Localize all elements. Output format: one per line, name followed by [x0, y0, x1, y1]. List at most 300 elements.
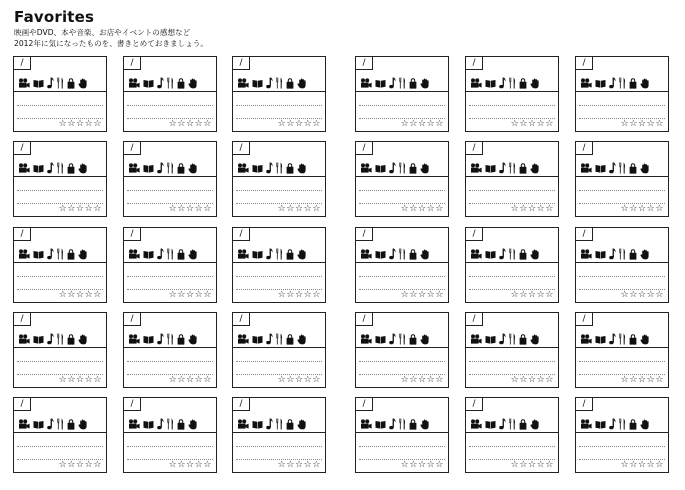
music-note-icon[interactable] — [499, 418, 506, 430]
date-box[interactable]: / — [356, 142, 373, 155]
star-icon[interactable]: ☆ — [536, 460, 546, 470]
star-icon[interactable]: ☆ — [620, 290, 630, 300]
book-icon[interactable] — [252, 250, 263, 259]
star-icon[interactable]: ☆ — [312, 375, 321, 385]
fork-knife-icon[interactable] — [509, 418, 516, 430]
fork-knife-icon[interactable] — [276, 248, 283, 260]
star-icon[interactable]: ☆ — [435, 119, 444, 129]
shopping-bag-icon[interactable] — [629, 334, 637, 345]
star-icon[interactable]: ☆ — [194, 375, 204, 385]
fork-knife-icon[interactable] — [57, 248, 64, 260]
star-icon[interactable]: ☆ — [93, 460, 102, 470]
music-note-icon[interactable] — [266, 162, 273, 174]
movie-camera-icon[interactable] — [360, 419, 372, 429]
writing-line[interactable] — [236, 105, 322, 106]
star-icon[interactable]: ☆ — [177, 290, 186, 300]
movie-camera-icon[interactable] — [237, 78, 249, 88]
hand-icon[interactable] — [420, 419, 430, 430]
movie-camera-icon[interactable] — [237, 249, 249, 259]
shopping-bag-icon[interactable] — [177, 334, 185, 345]
fork-knife-icon[interactable] — [57, 418, 64, 430]
shopping-bag-icon[interactable] — [177, 163, 185, 174]
shopping-bag-icon[interactable] — [286, 249, 294, 260]
date-box[interactable]: / — [356, 313, 373, 326]
star-icon[interactable]: ☆ — [75, 460, 85, 470]
movie-camera-icon[interactable] — [470, 249, 482, 259]
hand-icon[interactable] — [297, 249, 307, 260]
date-box[interactable]: / — [124, 142, 141, 155]
fork-knife-icon[interactable] — [57, 162, 64, 174]
star-icon[interactable]: ☆ — [426, 204, 436, 214]
star-icon[interactable]: ☆ — [294, 460, 304, 470]
movie-camera-icon[interactable] — [580, 163, 592, 173]
book-icon[interactable] — [252, 335, 263, 344]
date-box[interactable]: / — [124, 398, 141, 411]
star-icon[interactable]: ☆ — [510, 204, 520, 214]
music-note-icon[interactable] — [609, 418, 616, 430]
music-note-icon[interactable] — [389, 333, 396, 345]
book-icon[interactable] — [485, 164, 496, 173]
music-note-icon[interactable] — [157, 418, 164, 430]
book-icon[interactable] — [252, 420, 263, 429]
fork-knife-icon[interactable] — [276, 162, 283, 174]
fork-knife-icon[interactable] — [167, 248, 174, 260]
writing-line[interactable] — [579, 190, 665, 191]
shopping-bag-icon[interactable] — [409, 163, 417, 174]
hand-icon[interactable] — [78, 78, 88, 89]
movie-camera-icon[interactable] — [360, 334, 372, 344]
hand-icon[interactable] — [420, 163, 430, 174]
book-icon[interactable] — [595, 164, 606, 173]
date-box[interactable]: / — [466, 142, 483, 155]
star-icon[interactable]: ☆ — [435, 204, 444, 214]
date-box[interactable]: / — [124, 313, 141, 326]
star-icon[interactable]: ☆ — [637, 460, 647, 470]
star-icon[interactable]: ☆ — [303, 119, 313, 129]
star-icon[interactable]: ☆ — [655, 460, 664, 470]
hand-icon[interactable] — [188, 249, 198, 260]
writing-line[interactable] — [17, 190, 103, 191]
book-icon[interactable] — [33, 335, 44, 344]
movie-camera-icon[interactable] — [128, 249, 140, 259]
music-note-icon[interactable] — [389, 77, 396, 89]
writing-line[interactable] — [127, 276, 213, 277]
fork-knife-icon[interactable] — [399, 418, 406, 430]
star-icon[interactable]: ☆ — [620, 204, 630, 214]
shopping-bag-icon[interactable] — [67, 249, 75, 260]
shopping-bag-icon[interactable] — [629, 78, 637, 89]
movie-camera-icon[interactable] — [128, 334, 140, 344]
star-icon[interactable]: ☆ — [312, 460, 321, 470]
star-icon[interactable]: ☆ — [312, 204, 321, 214]
star-icon[interactable]: ☆ — [203, 204, 212, 214]
book-icon[interactable] — [143, 164, 154, 173]
star-icon[interactable]: ☆ — [303, 204, 313, 214]
star-icon[interactable]: ☆ — [400, 375, 410, 385]
writing-line[interactable] — [236, 446, 322, 447]
movie-camera-icon[interactable] — [128, 78, 140, 88]
star-icon[interactable]: ☆ — [417, 375, 427, 385]
star-icon[interactable]: ☆ — [426, 460, 436, 470]
star-icon[interactable]: ☆ — [177, 119, 186, 129]
writing-line[interactable] — [469, 190, 555, 191]
writing-line[interactable] — [127, 105, 213, 106]
date-box[interactable]: / — [356, 228, 373, 241]
star-icon[interactable]: ☆ — [409, 375, 418, 385]
star-icon[interactable]: ☆ — [286, 119, 295, 129]
date-box[interactable]: / — [356, 398, 373, 411]
date-box[interactable]: / — [233, 142, 250, 155]
star-icon[interactable]: ☆ — [409, 290, 418, 300]
star-icon[interactable]: ☆ — [400, 290, 410, 300]
book-icon[interactable] — [595, 335, 606, 344]
shopping-bag-icon[interactable] — [519, 163, 527, 174]
star-icon[interactable]: ☆ — [67, 119, 76, 129]
date-box[interactable]: / — [14, 57, 31, 70]
star-icon[interactable]: ☆ — [536, 290, 546, 300]
music-note-icon[interactable] — [157, 77, 164, 89]
movie-camera-icon[interactable] — [128, 163, 140, 173]
music-note-icon[interactable] — [266, 333, 273, 345]
hand-icon[interactable] — [78, 249, 88, 260]
music-note-icon[interactable] — [499, 162, 506, 174]
fork-knife-icon[interactable] — [167, 162, 174, 174]
music-note-icon[interactable] — [266, 418, 273, 430]
shopping-bag-icon[interactable] — [629, 249, 637, 260]
star-icon[interactable]: ☆ — [93, 119, 102, 129]
star-icon[interactable]: ☆ — [510, 460, 520, 470]
star-icon[interactable]: ☆ — [277, 204, 287, 214]
star-icon[interactable]: ☆ — [637, 290, 647, 300]
movie-camera-icon[interactable] — [18, 163, 30, 173]
star-icon[interactable]: ☆ — [536, 375, 546, 385]
hand-icon[interactable] — [640, 334, 650, 345]
music-note-icon[interactable] — [157, 333, 164, 345]
writing-line[interactable] — [359, 276, 445, 277]
fork-knife-icon[interactable] — [399, 333, 406, 345]
writing-line[interactable] — [579, 105, 665, 106]
fork-knife-icon[interactable] — [619, 248, 626, 260]
hand-icon[interactable] — [78, 419, 88, 430]
star-icon[interactable]: ☆ — [168, 460, 178, 470]
star-icon[interactable]: ☆ — [277, 375, 287, 385]
writing-line[interactable] — [236, 276, 322, 277]
fork-knife-icon[interactable] — [619, 418, 626, 430]
star-icon[interactable]: ☆ — [84, 204, 94, 214]
movie-camera-icon[interactable] — [18, 249, 30, 259]
star-icon[interactable]: ☆ — [527, 290, 537, 300]
star-icon[interactable]: ☆ — [75, 119, 85, 129]
star-icon[interactable]: ☆ — [303, 375, 313, 385]
shopping-bag-icon[interactable] — [67, 163, 75, 174]
shopping-bag-icon[interactable] — [286, 419, 294, 430]
star-icon[interactable]: ☆ — [545, 290, 554, 300]
music-note-icon[interactable] — [47, 418, 54, 430]
movie-camera-icon[interactable] — [580, 249, 592, 259]
date-box[interactable]: / — [356, 57, 373, 70]
star-icon[interactable]: ☆ — [312, 119, 321, 129]
music-note-icon[interactable] — [389, 248, 396, 260]
music-note-icon[interactable] — [47, 77, 54, 89]
date-box[interactable]: / — [576, 313, 593, 326]
fork-knife-icon[interactable] — [167, 418, 174, 430]
star-icon[interactable]: ☆ — [294, 204, 304, 214]
hand-icon[interactable] — [530, 334, 540, 345]
fork-knife-icon[interactable] — [399, 248, 406, 260]
star-icon[interactable]: ☆ — [409, 204, 418, 214]
writing-line[interactable] — [579, 361, 665, 362]
star-icon[interactable]: ☆ — [510, 375, 520, 385]
hand-icon[interactable] — [640, 419, 650, 430]
shopping-bag-icon[interactable] — [409, 334, 417, 345]
star-icon[interactable]: ☆ — [75, 290, 85, 300]
book-icon[interactable] — [143, 79, 154, 88]
music-note-icon[interactable] — [609, 162, 616, 174]
book-icon[interactable] — [595, 250, 606, 259]
star-icon[interactable]: ☆ — [84, 119, 94, 129]
movie-camera-icon[interactable] — [237, 419, 249, 429]
book-icon[interactable] — [375, 250, 386, 259]
music-note-icon[interactable] — [499, 248, 506, 260]
star-icon[interactable]: ☆ — [655, 119, 664, 129]
star-icon[interactable]: ☆ — [620, 119, 630, 129]
music-note-icon[interactable] — [609, 248, 616, 260]
book-icon[interactable] — [485, 420, 496, 429]
star-icon[interactable]: ☆ — [620, 460, 630, 470]
movie-camera-icon[interactable] — [580, 334, 592, 344]
book-icon[interactable] — [595, 79, 606, 88]
shopping-bag-icon[interactable] — [629, 419, 637, 430]
date-box[interactable]: / — [233, 228, 250, 241]
writing-line[interactable] — [469, 446, 555, 447]
movie-camera-icon[interactable] — [128, 419, 140, 429]
writing-line[interactable] — [17, 361, 103, 362]
writing-line[interactable] — [127, 361, 213, 362]
star-icon[interactable]: ☆ — [194, 119, 204, 129]
date-box[interactable]: / — [576, 57, 593, 70]
star-icon[interactable]: ☆ — [67, 204, 76, 214]
star-icon[interactable]: ☆ — [510, 290, 520, 300]
star-icon[interactable]: ☆ — [527, 460, 537, 470]
hand-icon[interactable] — [188, 163, 198, 174]
star-icon[interactable]: ☆ — [545, 460, 554, 470]
movie-camera-icon[interactable] — [237, 334, 249, 344]
star-icon[interactable]: ☆ — [409, 119, 418, 129]
shopping-bag-icon[interactable] — [177, 78, 185, 89]
fork-knife-icon[interactable] — [57, 77, 64, 89]
shopping-bag-icon[interactable] — [67, 419, 75, 430]
hand-icon[interactable] — [530, 78, 540, 89]
hand-icon[interactable] — [188, 334, 198, 345]
star-icon[interactable]: ☆ — [426, 119, 436, 129]
star-icon[interactable]: ☆ — [519, 204, 528, 214]
star-icon[interactable]: ☆ — [637, 204, 647, 214]
music-note-icon[interactable] — [47, 248, 54, 260]
star-icon[interactable]: ☆ — [168, 375, 178, 385]
movie-camera-icon[interactable] — [470, 419, 482, 429]
fork-knife-icon[interactable] — [509, 162, 516, 174]
star-icon[interactable]: ☆ — [194, 290, 204, 300]
writing-line[interactable] — [469, 276, 555, 277]
star-icon[interactable]: ☆ — [417, 460, 427, 470]
shopping-bag-icon[interactable] — [519, 334, 527, 345]
star-icon[interactable]: ☆ — [646, 290, 656, 300]
book-icon[interactable] — [143, 420, 154, 429]
movie-camera-icon[interactable] — [18, 334, 30, 344]
writing-line[interactable] — [127, 446, 213, 447]
star-icon[interactable]: ☆ — [312, 290, 321, 300]
star-icon[interactable]: ☆ — [84, 460, 94, 470]
star-icon[interactable]: ☆ — [545, 119, 554, 129]
hand-icon[interactable] — [640, 249, 650, 260]
star-icon[interactable]: ☆ — [277, 460, 287, 470]
star-icon[interactable]: ☆ — [58, 460, 68, 470]
fork-knife-icon[interactable] — [399, 162, 406, 174]
star-icon[interactable]: ☆ — [646, 204, 656, 214]
music-note-icon[interactable] — [47, 162, 54, 174]
date-box[interactable]: / — [466, 228, 483, 241]
hand-icon[interactable] — [297, 78, 307, 89]
book-icon[interactable] — [33, 250, 44, 259]
star-icon[interactable]: ☆ — [620, 375, 630, 385]
hand-icon[interactable] — [530, 419, 540, 430]
star-icon[interactable]: ☆ — [655, 375, 664, 385]
star-icon[interactable]: ☆ — [177, 375, 186, 385]
date-box[interactable]: / — [576, 142, 593, 155]
star-icon[interactable]: ☆ — [545, 204, 554, 214]
book-icon[interactable] — [375, 335, 386, 344]
star-icon[interactable]: ☆ — [519, 460, 528, 470]
star-icon[interactable]: ☆ — [185, 460, 195, 470]
star-icon[interactable]: ☆ — [426, 290, 436, 300]
book-icon[interactable] — [33, 420, 44, 429]
fork-knife-icon[interactable] — [167, 333, 174, 345]
writing-line[interactable] — [236, 190, 322, 191]
star-icon[interactable]: ☆ — [303, 460, 313, 470]
date-box[interactable]: / — [233, 313, 250, 326]
fork-knife-icon[interactable] — [509, 77, 516, 89]
star-icon[interactable]: ☆ — [58, 119, 68, 129]
hand-icon[interactable] — [420, 249, 430, 260]
star-icon[interactable]: ☆ — [629, 119, 638, 129]
shopping-bag-icon[interactable] — [286, 163, 294, 174]
writing-line[interactable] — [17, 276, 103, 277]
movie-camera-icon[interactable] — [360, 249, 372, 259]
hand-icon[interactable] — [297, 334, 307, 345]
star-icon[interactable]: ☆ — [655, 290, 664, 300]
hand-icon[interactable] — [420, 78, 430, 89]
star-icon[interactable]: ☆ — [400, 204, 410, 214]
date-box[interactable]: / — [14, 398, 31, 411]
star-icon[interactable]: ☆ — [185, 204, 195, 214]
star-icon[interactable]: ☆ — [67, 290, 76, 300]
star-icon[interactable]: ☆ — [646, 460, 656, 470]
hand-icon[interactable] — [78, 334, 88, 345]
star-icon[interactable]: ☆ — [277, 290, 287, 300]
star-icon[interactable]: ☆ — [84, 290, 94, 300]
shopping-bag-icon[interactable] — [177, 249, 185, 260]
hand-icon[interactable] — [530, 249, 540, 260]
movie-camera-icon[interactable] — [237, 163, 249, 173]
music-note-icon[interactable] — [157, 248, 164, 260]
star-icon[interactable]: ☆ — [286, 460, 295, 470]
shopping-bag-icon[interactable] — [67, 78, 75, 89]
writing-line[interactable] — [127, 190, 213, 191]
star-icon[interactable]: ☆ — [168, 204, 178, 214]
star-icon[interactable]: ☆ — [303, 290, 313, 300]
star-icon[interactable]: ☆ — [185, 290, 195, 300]
date-box[interactable]: / — [124, 57, 141, 70]
fork-knife-icon[interactable] — [276, 418, 283, 430]
star-icon[interactable]: ☆ — [527, 375, 537, 385]
star-icon[interactable]: ☆ — [58, 290, 68, 300]
shopping-bag-icon[interactable] — [519, 419, 527, 430]
music-note-icon[interactable] — [609, 77, 616, 89]
shopping-bag-icon[interactable] — [629, 163, 637, 174]
book-icon[interactable] — [485, 250, 496, 259]
writing-line[interactable] — [359, 446, 445, 447]
date-box[interactable]: / — [14, 313, 31, 326]
book-icon[interactable] — [375, 420, 386, 429]
music-note-icon[interactable] — [266, 248, 273, 260]
star-icon[interactable]: ☆ — [629, 290, 638, 300]
star-icon[interactable]: ☆ — [435, 290, 444, 300]
movie-camera-icon[interactable] — [470, 163, 482, 173]
movie-camera-icon[interactable] — [360, 78, 372, 88]
music-note-icon[interactable] — [266, 77, 273, 89]
book-icon[interactable] — [485, 335, 496, 344]
book-icon[interactable] — [375, 79, 386, 88]
shopping-bag-icon[interactable] — [286, 78, 294, 89]
star-icon[interactable]: ☆ — [277, 119, 287, 129]
star-icon[interactable]: ☆ — [58, 375, 68, 385]
star-icon[interactable]: ☆ — [527, 119, 537, 129]
fork-knife-icon[interactable] — [276, 333, 283, 345]
writing-line[interactable] — [359, 361, 445, 362]
star-icon[interactable]: ☆ — [168, 290, 178, 300]
star-icon[interactable]: ☆ — [637, 375, 647, 385]
movie-camera-icon[interactable] — [18, 78, 30, 88]
shopping-bag-icon[interactable] — [177, 419, 185, 430]
date-box[interactable]: / — [14, 228, 31, 241]
music-note-icon[interactable] — [389, 418, 396, 430]
star-icon[interactable]: ☆ — [527, 204, 537, 214]
shopping-bag-icon[interactable] — [67, 334, 75, 345]
star-icon[interactable]: ☆ — [646, 375, 656, 385]
hand-icon[interactable] — [640, 78, 650, 89]
star-icon[interactable]: ☆ — [203, 290, 212, 300]
book-icon[interactable] — [143, 335, 154, 344]
star-icon[interactable]: ☆ — [646, 119, 656, 129]
star-icon[interactable]: ☆ — [417, 204, 427, 214]
book-icon[interactable] — [252, 79, 263, 88]
star-icon[interactable]: ☆ — [629, 375, 638, 385]
writing-line[interactable] — [17, 446, 103, 447]
music-note-icon[interactable] — [609, 333, 616, 345]
shopping-bag-icon[interactable] — [519, 78, 527, 89]
star-icon[interactable]: ☆ — [203, 460, 212, 470]
hand-icon[interactable] — [297, 419, 307, 430]
star-icon[interactable]: ☆ — [286, 204, 295, 214]
star-icon[interactable]: ☆ — [58, 204, 68, 214]
star-icon[interactable]: ☆ — [629, 204, 638, 214]
star-icon[interactable]: ☆ — [67, 375, 76, 385]
fork-knife-icon[interactable] — [619, 77, 626, 89]
star-icon[interactable]: ☆ — [409, 460, 418, 470]
hand-icon[interactable] — [297, 163, 307, 174]
book-icon[interactable] — [33, 164, 44, 173]
date-box[interactable]: / — [233, 57, 250, 70]
